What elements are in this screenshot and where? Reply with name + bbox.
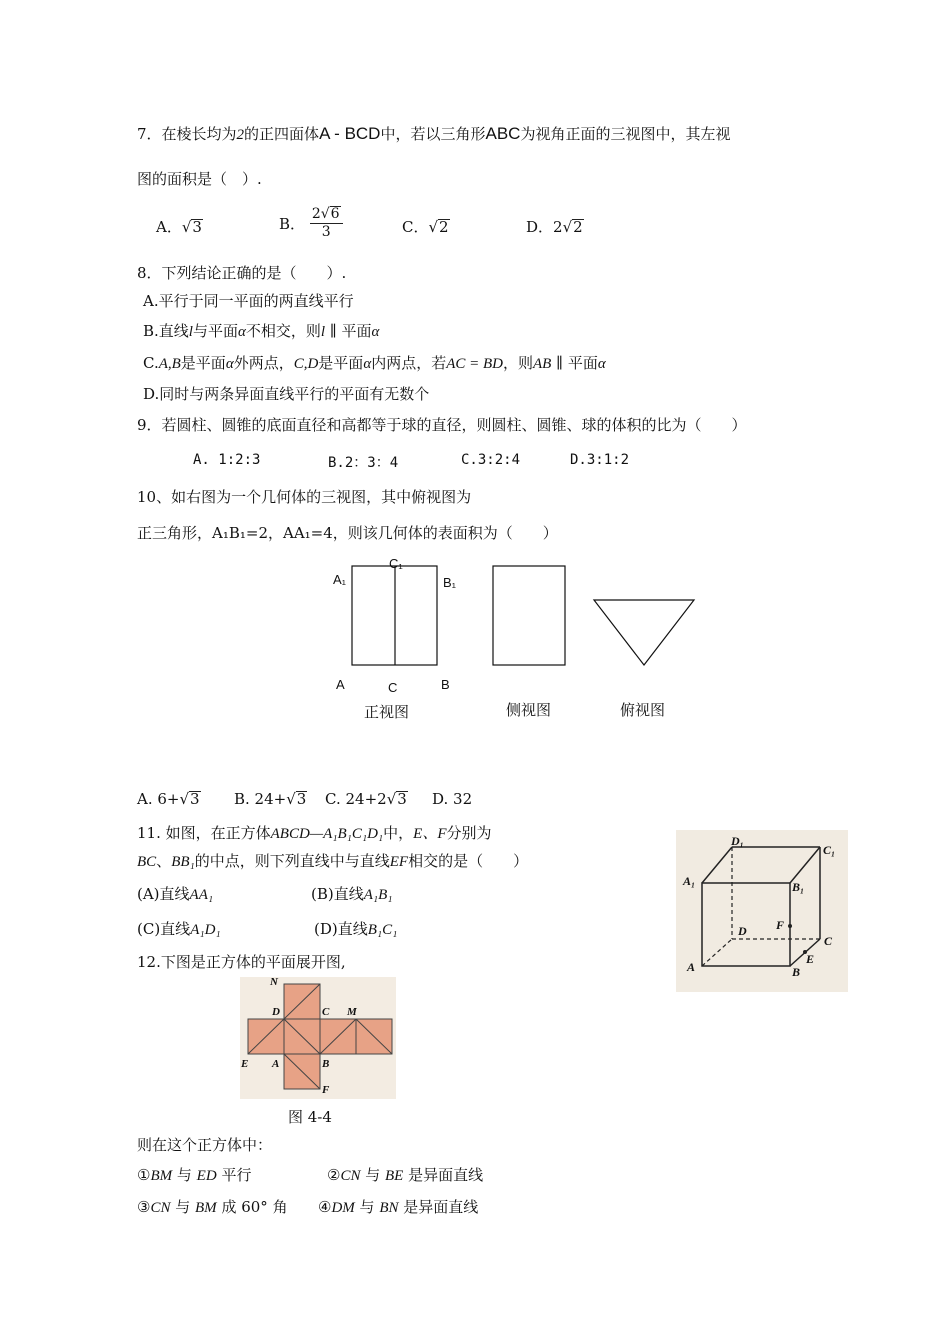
q7-line1: 7．在棱长均为2的正四面体A - BCD中，若以三角形ABC为视角正面的三视图中，其左视 [137, 124, 731, 143]
q7-option-b: B． $\frac{2√6}{3}$ [279, 206, 343, 241]
q12-then: 则在这个正方体中： [137, 1136, 273, 1154]
cube-label-d: D [738, 924, 747, 938]
q8-stem: 8．下列结论正确的是（ ）. [137, 264, 347, 282]
net-label-n: N [270, 976, 278, 988]
q10-caption-top: 俯视图 [620, 701, 666, 719]
q10-line2: 正三角形，A₁B₁=2，AA₁=4，则该几何体的表面积为（ ） [137, 524, 558, 542]
net-label-f: F [322, 1084, 330, 1096]
q11-option-b: (B)直线A₁B₁ [311, 885, 393, 903]
q12-statement-1: ①BM 与 ED 平行 [137, 1166, 252, 1184]
side-view-rect [493, 566, 565, 665]
q10-option-c: C. 24+2√3 [325, 790, 407, 808]
q9-option-c: C.3:2:4 [461, 452, 521, 468]
q8-option-a: A.平行于同一平面的两直线平行 [143, 292, 354, 310]
point-f-marker [788, 924, 792, 928]
net-label-d: D [272, 1006, 280, 1018]
q11-option-c: (C)直线A₁D₁ [137, 920, 221, 938]
q10-label-b1: B₁ [443, 575, 457, 590]
net-label-a: A [272, 1058, 280, 1070]
q7-option-b-fraction: $\frac{2√6}{3}$ [310, 206, 343, 241]
cube-label-a1: A₁ [683, 874, 696, 888]
q7-option-a: A．√3 [156, 218, 202, 236]
q10-label-c: C [388, 680, 398, 695]
q12-cube-net-figure [240, 977, 396, 1099]
q12-statement-4: ④DM 与 BN 是异面直线 [318, 1198, 479, 1216]
q10-label-b: B [441, 677, 450, 692]
q10-option-d: D. 32 [432, 790, 473, 808]
cube-label-c1: C₁ [823, 843, 836, 857]
q10-caption-front: 正视图 [364, 703, 410, 721]
net-label-m: M [347, 1006, 357, 1018]
q9-option-b: B.2：3：4 [328, 455, 399, 471]
q9-option-a: A. 1:2:3 [193, 452, 261, 468]
q10-line1: 10、如右图为一个几何体的三视图，其中俯视图为 [137, 488, 472, 506]
q10-option-a: A. 6+√3 [137, 790, 200, 808]
q12-stem: 12.下图是正方体的平面展开图, [137, 953, 346, 971]
q12-figure-caption: 图 4-4 [288, 1108, 332, 1126]
net-label-e: E [241, 1058, 249, 1070]
q9-stem: 9．若圆柱、圆锥的底面直径和高都等于球的直径，则圆柱、圆锥、球的体积的比为（ ） [137, 416, 747, 434]
q8-option-c: C.A,B是平面α外两点，C,D是平面α内两点，若AC = BD，则AB ∥ 平面α [143, 354, 606, 372]
cube-label-d1: D₁ [731, 834, 744, 848]
net-label-b: B [322, 1058, 330, 1070]
q11-option-a: (A)直线AA₁ [137, 885, 214, 903]
q10-option-b: B. 24+√3 [234, 790, 307, 808]
top-view-triangle [594, 600, 694, 665]
q11-option-d: (D)直线B₁C₁ [314, 920, 398, 938]
q9-option-d: D.3:1:2 [570, 452, 630, 468]
q12-statement-3: ③CN 与 BM 成 60° 角 [137, 1198, 288, 1216]
q11-line1: 11. 如图，在正方体ABCD—A₁B₁C₁D₁中，E、F分别为 [137, 824, 492, 842]
q7-line2: 图的面积是（ ）. [137, 170, 262, 188]
q10-label-a1: A₁ [333, 572, 347, 587]
cube-label-c: C [824, 934, 833, 948]
q7-option-d: D．2√2 [526, 218, 583, 236]
cube-label-b: B [792, 965, 801, 979]
q10-caption-side: 侧视图 [506, 701, 552, 719]
q11-line2: BC、BB₁的中点，则下列直线中与直线EF相交的是（ ） [137, 852, 529, 870]
net-label-c: C [322, 1006, 330, 1018]
cube-label-f: F [776, 918, 785, 932]
cube-label-e: E [806, 952, 815, 966]
q7-option-c: C．√2 [402, 218, 449, 236]
q8-option-b: B.直线l与平面α不相交，则l ∥ 平面α [143, 322, 380, 340]
q8-option-d: D.同时与两条异面直线平行的平面有无数个 [143, 385, 430, 403]
cube-label-b1: B₁ [792, 880, 805, 894]
q10-label-a: A [336, 677, 345, 692]
cube-label-a: A [687, 960, 696, 974]
q12-statement-2: ②CN 与 BE 是异面直线 [327, 1166, 484, 1184]
q10-label-c1: C₁ [389, 556, 403, 571]
